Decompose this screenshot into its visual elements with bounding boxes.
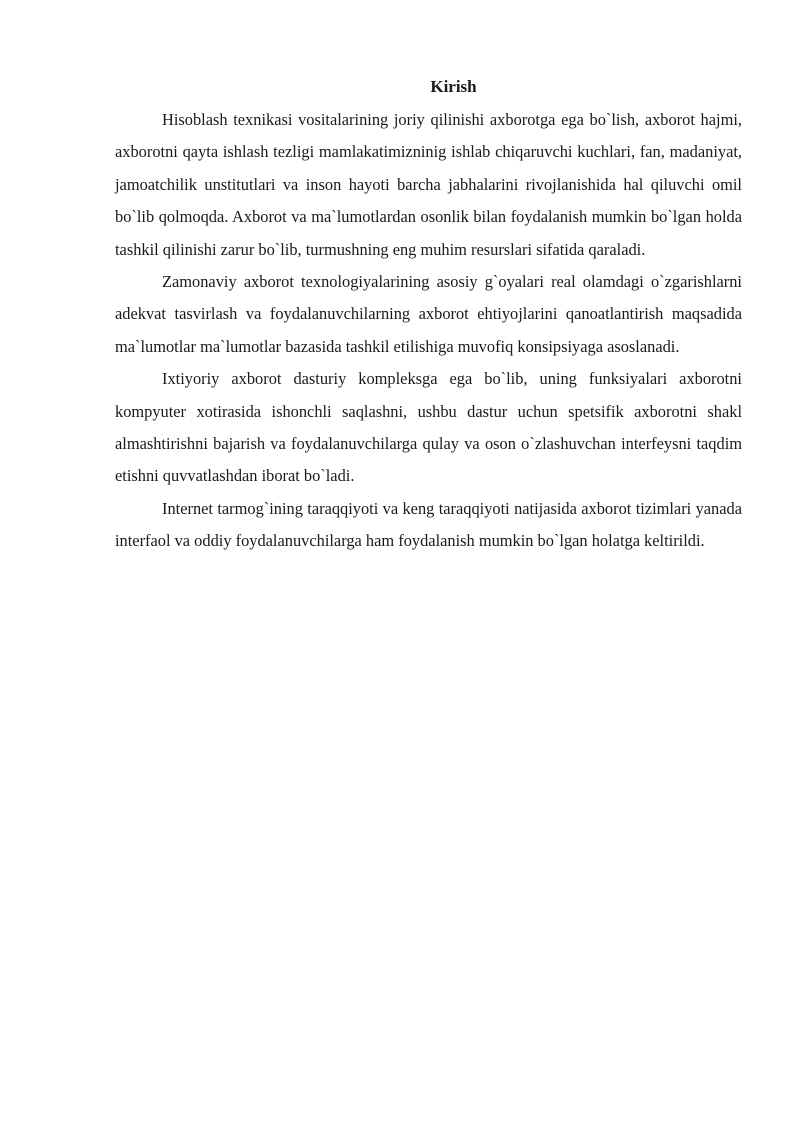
paragraph-1: Hisoblash texnikasi vositalarining joriy qilinishi axborotga ega bo`lish, axborot hajmi, axborotni qayta ishlash tezligi mamlakatimizninig ishlab chiqaruvchi kuchlari, fan, madaniyat, jamoatchilik unstitutlari va inson hayoti barcha jabhalarini rivojlanishida hal qiluvchi omil bo`lib qolmoqda. Axborot va ma`lumotlardan osonlik bilan foydalanish mumkin bo`lgan holda tashkil qilinishi zarur bo`lib, turmushning eng muhim resurslari sifatida qaraladi. <box>115 110 742 259</box>
paragraph-4: Internet tarmog`ining taraqqiyoti va keng taraqqiyoti natijasida axborot tizimlari yanada interfaol va oddiy foydalanuvchilarga ham foydalanish mumkin bo`lgan holatga keltirildi. <box>115 498 742 551</box>
paragraph-3: Ixtiyoriy axborot dasturiy kompleksga ega bo`lib, uning funksiyalari axborotni kompyuter xotirasida ishonchli saqlashni, ushbu dastur uchun spetsifik axborotni shakl almashtirishni bajarish va foydalanuvchilarga qulay va oson o`zlashuvchan interfeysni taqdim etishni quvvatlashdan iborat bo`ladi. <box>115 369 742 486</box>
paragraph-2: Zamonaviy axborot texnologiyalarining asosiy g`oyalari real olamdagi o`zgarishlarni adekvat tasvirlash va foydalanuvchilarning axborot ehtiyojlarini qanoatlantirish maqsadida ma`lumotlar ma`lumotlar bazasida tashkil etilishiga muvofiq konsipsiyaga asoslanadi. <box>115 272 742 356</box>
document-title: Kirish <box>430 77 477 96</box>
document-page <box>115 74 742 558</box>
